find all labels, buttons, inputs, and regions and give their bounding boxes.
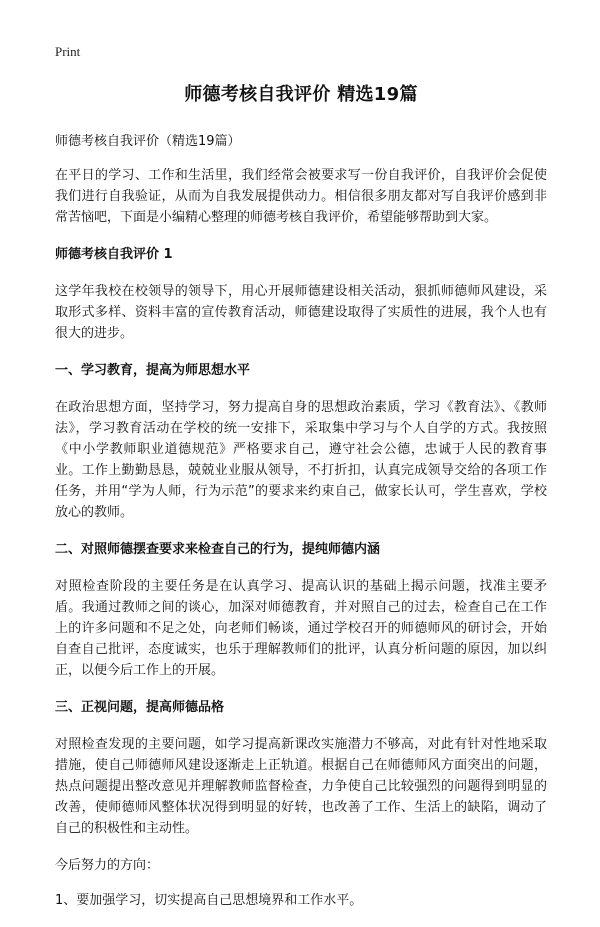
heading-face-problems: 三、正视问题，提高师德品格 xyxy=(55,700,225,715)
paragraph-face-problems: 对照检查发现的主要问题，如学习提高新课改实施潜力不够高，对此有针对性地采取措施，使自己师德师风建设逐渐走上正轨道。根据自己在师德师风方面突出的问题，热点问题提出整改意见并理解教师监督检查，力争使自己比较强烈的问题得到明显的改善，使师德师风整体状况得到明显的好转，也改善了工作、生活上的缺陷，调动了自己的积极性和主动性。 xyxy=(55,737,547,836)
document-title: 师德考核自我评价 精选19篇 xyxy=(184,84,418,105)
intro-paragraph: 在平日的学习、工作和生活里，我们经常会被要求写一份自我评价，自我评价会促使我们进行自我验证，从而为自我发展提供动力。相信很多朋友都对写自我评价感到非常苦恼吧，下面是小编精心整理的师德考核自我评价，希望能够帮助到大家。 xyxy=(55,168,547,225)
section-1-paragraph: 这学年我校在校领导的领导下，用心开展师德建设相关活动，狠抓师德师风建设，采取形式多样、资料丰富的宣传教育活动，师德建设取得了实质性的进展，我个人也有很大的进步。 xyxy=(55,284,547,341)
heading-learning: 一、学习教育，提高为师思想水平 xyxy=(55,363,251,378)
print-link[interactable]: Print xyxy=(55,44,81,59)
paragraph-item-1: 1、要加强学习，切实提高自己思想境界和工作水平。 xyxy=(55,893,363,908)
paragraph-check: 对照检查阶段的主要任务是在认真学习、提高认识的基础上揭示问题，找准主要矛盾。我通过教师之间的谈心，加深对师德教育，并对照自己的过去，检查自己在工作上的许多问题和不足之处，向老师们畅谈，通过学校召开的师德师风的研讨会，开始自查自己批评，态度诚实，也乐于理解教师们的批评，认真分析问题的原因，加以纠正，以便今后工作上的开展。 xyxy=(55,579,547,678)
paragraph-direction: 今后努力的方向： xyxy=(55,858,160,873)
section-heading-1: 师德考核自我评价 1 xyxy=(55,247,173,262)
heading-check: 二、对照师德摆查要求来检查自己的行为，提纯师德内涵 xyxy=(55,542,381,557)
paragraph-learning: 在政治思想方面，坚持学习，努力提高自身的思想政治素质，学习《教育法》、《教师法》，学习教育活动在学校的统一安排下，采取集中学习与个人自学的方式。我按照《中小学教师职业道德规范》严格要求自己，遵守社会公德，忠诚于人民的教育事业。工作上勤勤恳恳，兢兢业业服从领导，不打折扣，认真完成领导交给的各项工作任务，并用“学为人师，行为示范”的要求来约束自己，做家长认可，学生喜欢，学校放心的教师。 xyxy=(55,400,547,520)
document-body xyxy=(55,80,547,927)
document-subtitle: 师德考核自我评价（精选19篇） xyxy=(55,134,241,149)
